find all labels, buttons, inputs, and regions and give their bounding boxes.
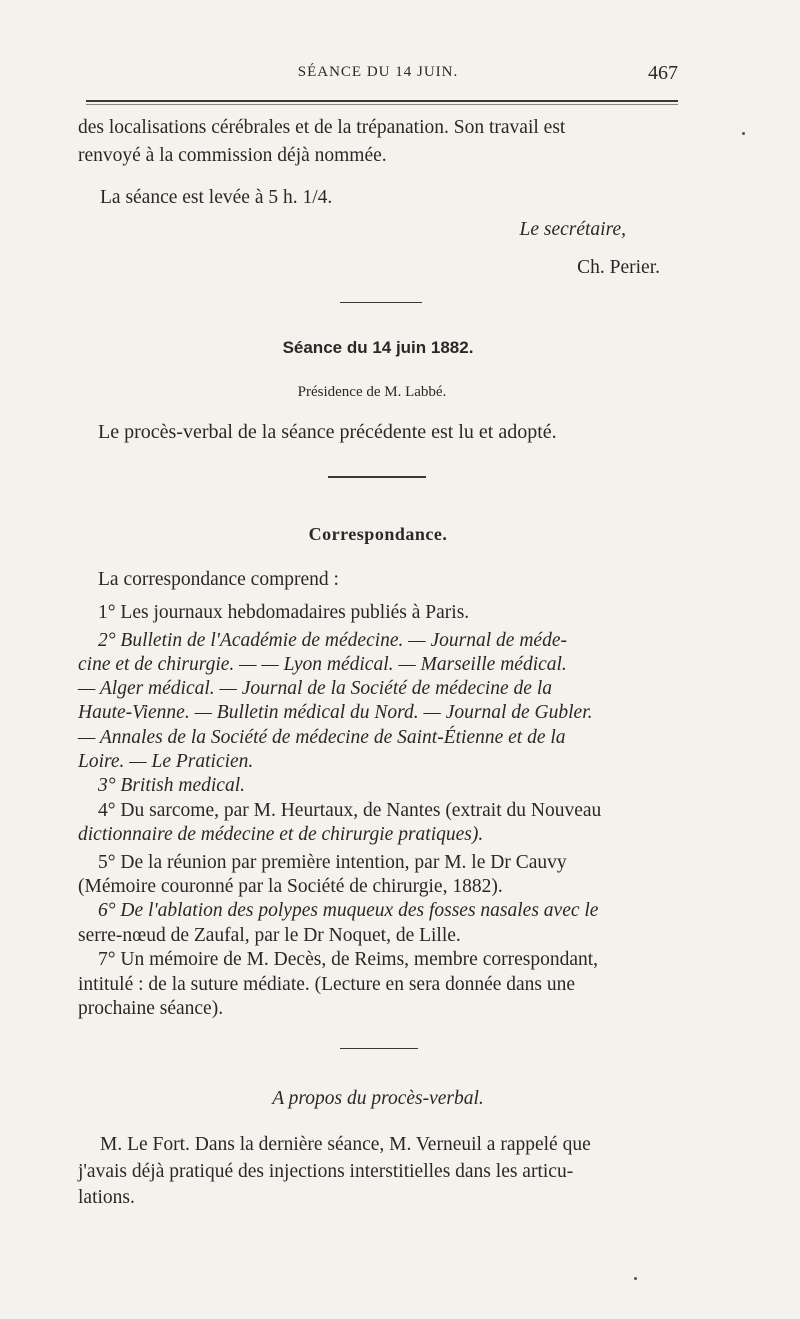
list-line: Loire. — Le Praticien. (78, 751, 254, 772)
list-line: 2° Bulletin de l'Académie de médecine. — Journal de méde- (98, 630, 567, 651)
proces-verbal-line-3: lations. (78, 1187, 135, 1208)
list-line: 5° De la réunion par première intention, par M. le Dr Cauvy (98, 852, 567, 873)
presidency: Présidence de M. Labbé. (297, 384, 447, 400)
paper-speck (742, 132, 745, 135)
list-line: serre-nœud de Zaufal, par le Dr Noquet, de Lille. (78, 925, 461, 946)
correspondance-heading: Correspondance. (308, 524, 448, 544)
section-separator (328, 476, 426, 478)
list-line: 4° Du sarcome, par M. Heurtaux, de Nantes (extrait du Nouveau (98, 800, 602, 821)
page-number: 467 (648, 62, 678, 84)
correspondance-intro: La correspondance comprend : (98, 569, 339, 590)
list-line: Haute-Vienne. — Bulletin médical du Nord. — Journal de Gubler. (78, 702, 593, 723)
header-rule (86, 100, 678, 102)
intro-line-2: renvoyé à la commission déjà nommée. (78, 145, 387, 166)
proces-verbal-line-1: M. Le Fort. Dans la dernière séance, M. Verneuil a rappelé que (100, 1134, 591, 1155)
intro-line-1: des localisations cérébrales et de la trépanation. Son travail est (78, 117, 566, 138)
list-line: 3° British medical. (98, 775, 245, 796)
list-line: (Mémoire couronné par la Société de chirurgie, 1882). (78, 876, 503, 897)
list-line: — Annales de la Société de médecine de Saint-Étienne et de la (78, 727, 566, 748)
secretary-name: Ch. Perier. (577, 257, 660, 278)
list-line: intitulé : de la suture médiate. (Lecture en sera donnée dans une (78, 974, 576, 995)
running-header (78, 62, 678, 86)
proces-verbal-heading: A propos du procès-verbal. (272, 1088, 484, 1109)
session-title: Séance du 14 juin 1882. (282, 338, 474, 357)
list-line: — Alger médical. — Journal de la Société de médecine de la (78, 678, 553, 699)
running-title: SÉANCE DU 14 JUIN. (297, 64, 459, 80)
section-separator (340, 302, 422, 303)
list-line: dictionnaire de médecine et de chirurgie pratiques). (78, 824, 484, 845)
proces-verbal-line-2: j'avais déjà pratiqué des injections interstitielles dans les articu- (78, 1161, 574, 1182)
list-line: 1° Les journaux hebdomadaires publiés à Paris. (98, 602, 470, 623)
list-line: 6° De l'ablation des polypes muqueux des fosses nasales avec le (98, 900, 599, 921)
minutes-statement: Le procès-verbal de la séance précédente est lu et adopté. (98, 421, 557, 443)
closing-text: La séance est levée à 5 h. 1/4. (100, 187, 333, 208)
section-separator (340, 1048, 418, 1049)
secretary-role: Le secrétaire, (519, 219, 626, 240)
header-rule-thin (86, 104, 678, 105)
list-line: 7° Un mémoire de M. Decès, de Reims, membre correspondant, (98, 949, 599, 970)
list-line: cine et de chirurgie. — — Lyon médical. — Marseille médical. (78, 654, 567, 675)
paper-speck (634, 1277, 637, 1280)
list-line: prochaine séance). (78, 998, 224, 1019)
